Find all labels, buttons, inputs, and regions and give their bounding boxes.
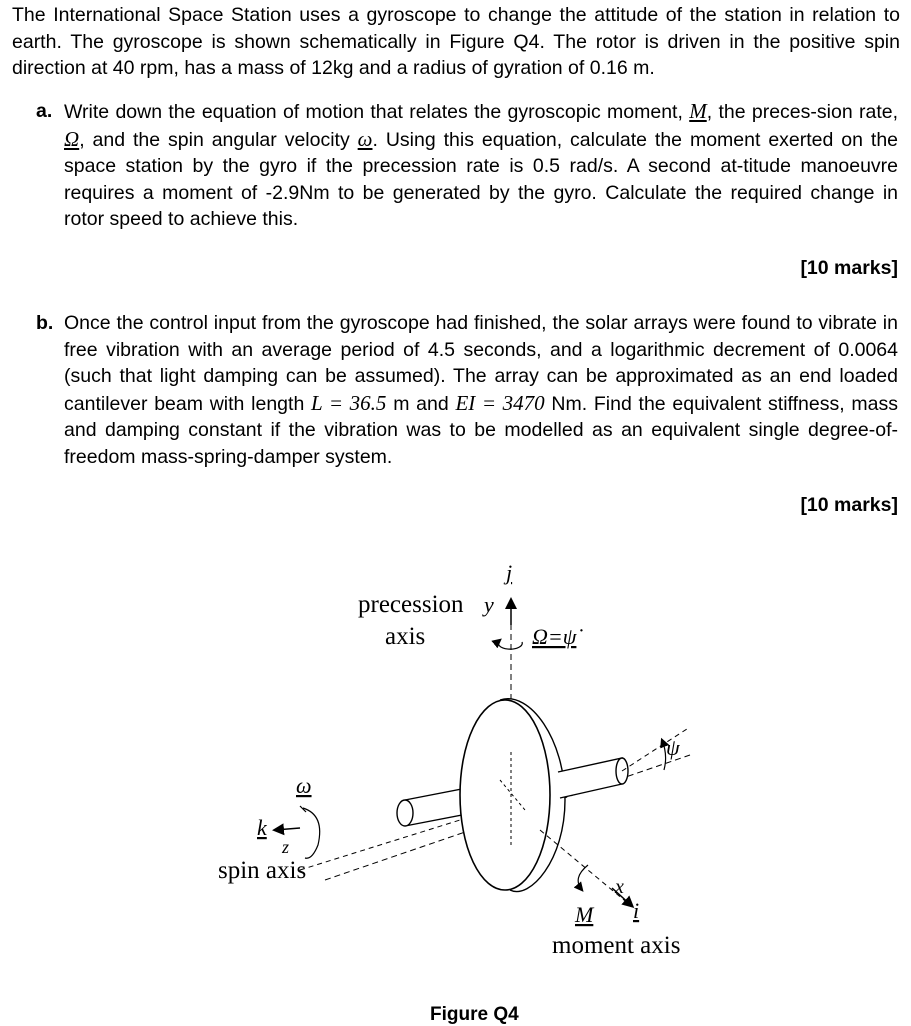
spin-axis-label: spin axis (218, 857, 307, 884)
question-a-label: a. (36, 100, 53, 122)
x-label: x (615, 876, 624, 898)
question-a-text-4: . Using this equation, calculate the moment exerted on the space station by the gyro if the precession rate is 0.5 rad/s. A second at-titude manoeuvre requires a moment of -2.9Nm to be generated by the gyro. Calculate the required change in rotor speed to achieve this. (64, 128, 899, 230)
rotor-disc (460, 700, 550, 890)
psi-label: ψ (666, 735, 680, 760)
question-b-text-3: Nm. Find the equivalent stiffness, mass and damping constant if the vibration was to be modelled as an equivalent single degree-of-freedom mass-spring-damper system. (64, 392, 898, 468)
question-a-marks: [10 marks] (800, 257, 898, 279)
psi-reference-line (622, 727, 690, 771)
question-a (36, 98, 898, 233)
question-b-marks: [10 marks] (800, 494, 898, 516)
precession-label-2: axis (385, 623, 426, 650)
question-b-text (64, 310, 898, 470)
spin-velocity-symbol: ω (357, 126, 373, 151)
question-a-text-1: Write down the equation of motion that relates the gyroscopic moment, (64, 101, 683, 123)
i-label: i (633, 898, 640, 923)
precession-rotation-arrow (498, 640, 522, 649)
moment-axis-label: moment axis (552, 932, 681, 959)
j-label: j (506, 560, 513, 585)
precession-rate-label: Ω=ψ̇ (532, 624, 577, 649)
question-b-label: b. (36, 312, 54, 334)
length-expression: L = 36.5 (311, 390, 387, 415)
question-a-text-2: , the preces-sion rate, (706, 101, 899, 123)
precession-label-1: precession (358, 591, 464, 618)
spin-axis-lower-dashes (300, 820, 460, 870)
question-a-text (64, 98, 898, 233)
question-b-text-2: m and (393, 392, 449, 415)
stiffness-expression: EI = 3470 (455, 390, 545, 415)
precession-rate-symbol: Ω (64, 126, 80, 151)
question-b-text-1: Once the control input from the gyroscope had finished, the solar arrays were found to vibrate in free vibration with an average period of 4.5 seconds, and a logarithmic decrement of 0.0064 (such that light damping can be assumed). The array can be approximated as an end loaded cantilever beam with length (64, 312, 898, 415)
moment-rotation-arrow (578, 865, 588, 890)
k-axis-arrow (275, 828, 300, 830)
omega-label: ω (296, 773, 312, 798)
question-a-text-3: , and the spin angular velocity (79, 128, 350, 151)
z-label: z (282, 837, 290, 857)
M-label: M (575, 902, 594, 927)
intro-paragraph: The International Space Station uses a gyroscope to change the attitude of the station in relation to earth. The gyroscope is shown schematically in Figure Q4. The rotor is driven in the positive spin direction at 40 rpm, has a mass of 12kg and a radius of gyration of 0.16 m. (12, 4, 900, 79)
gyroscope-figure (0, 540, 911, 1024)
left-shaft-end (397, 800, 413, 826)
y-label: y (484, 592, 494, 617)
figure-caption: Figure Q4 (430, 1004, 519, 1025)
k-label: k (257, 815, 267, 840)
question-b (36, 310, 898, 470)
right-shaft (558, 758, 622, 798)
spin-rotation-arrow (303, 808, 320, 858)
moment-symbol: M (689, 99, 707, 123)
